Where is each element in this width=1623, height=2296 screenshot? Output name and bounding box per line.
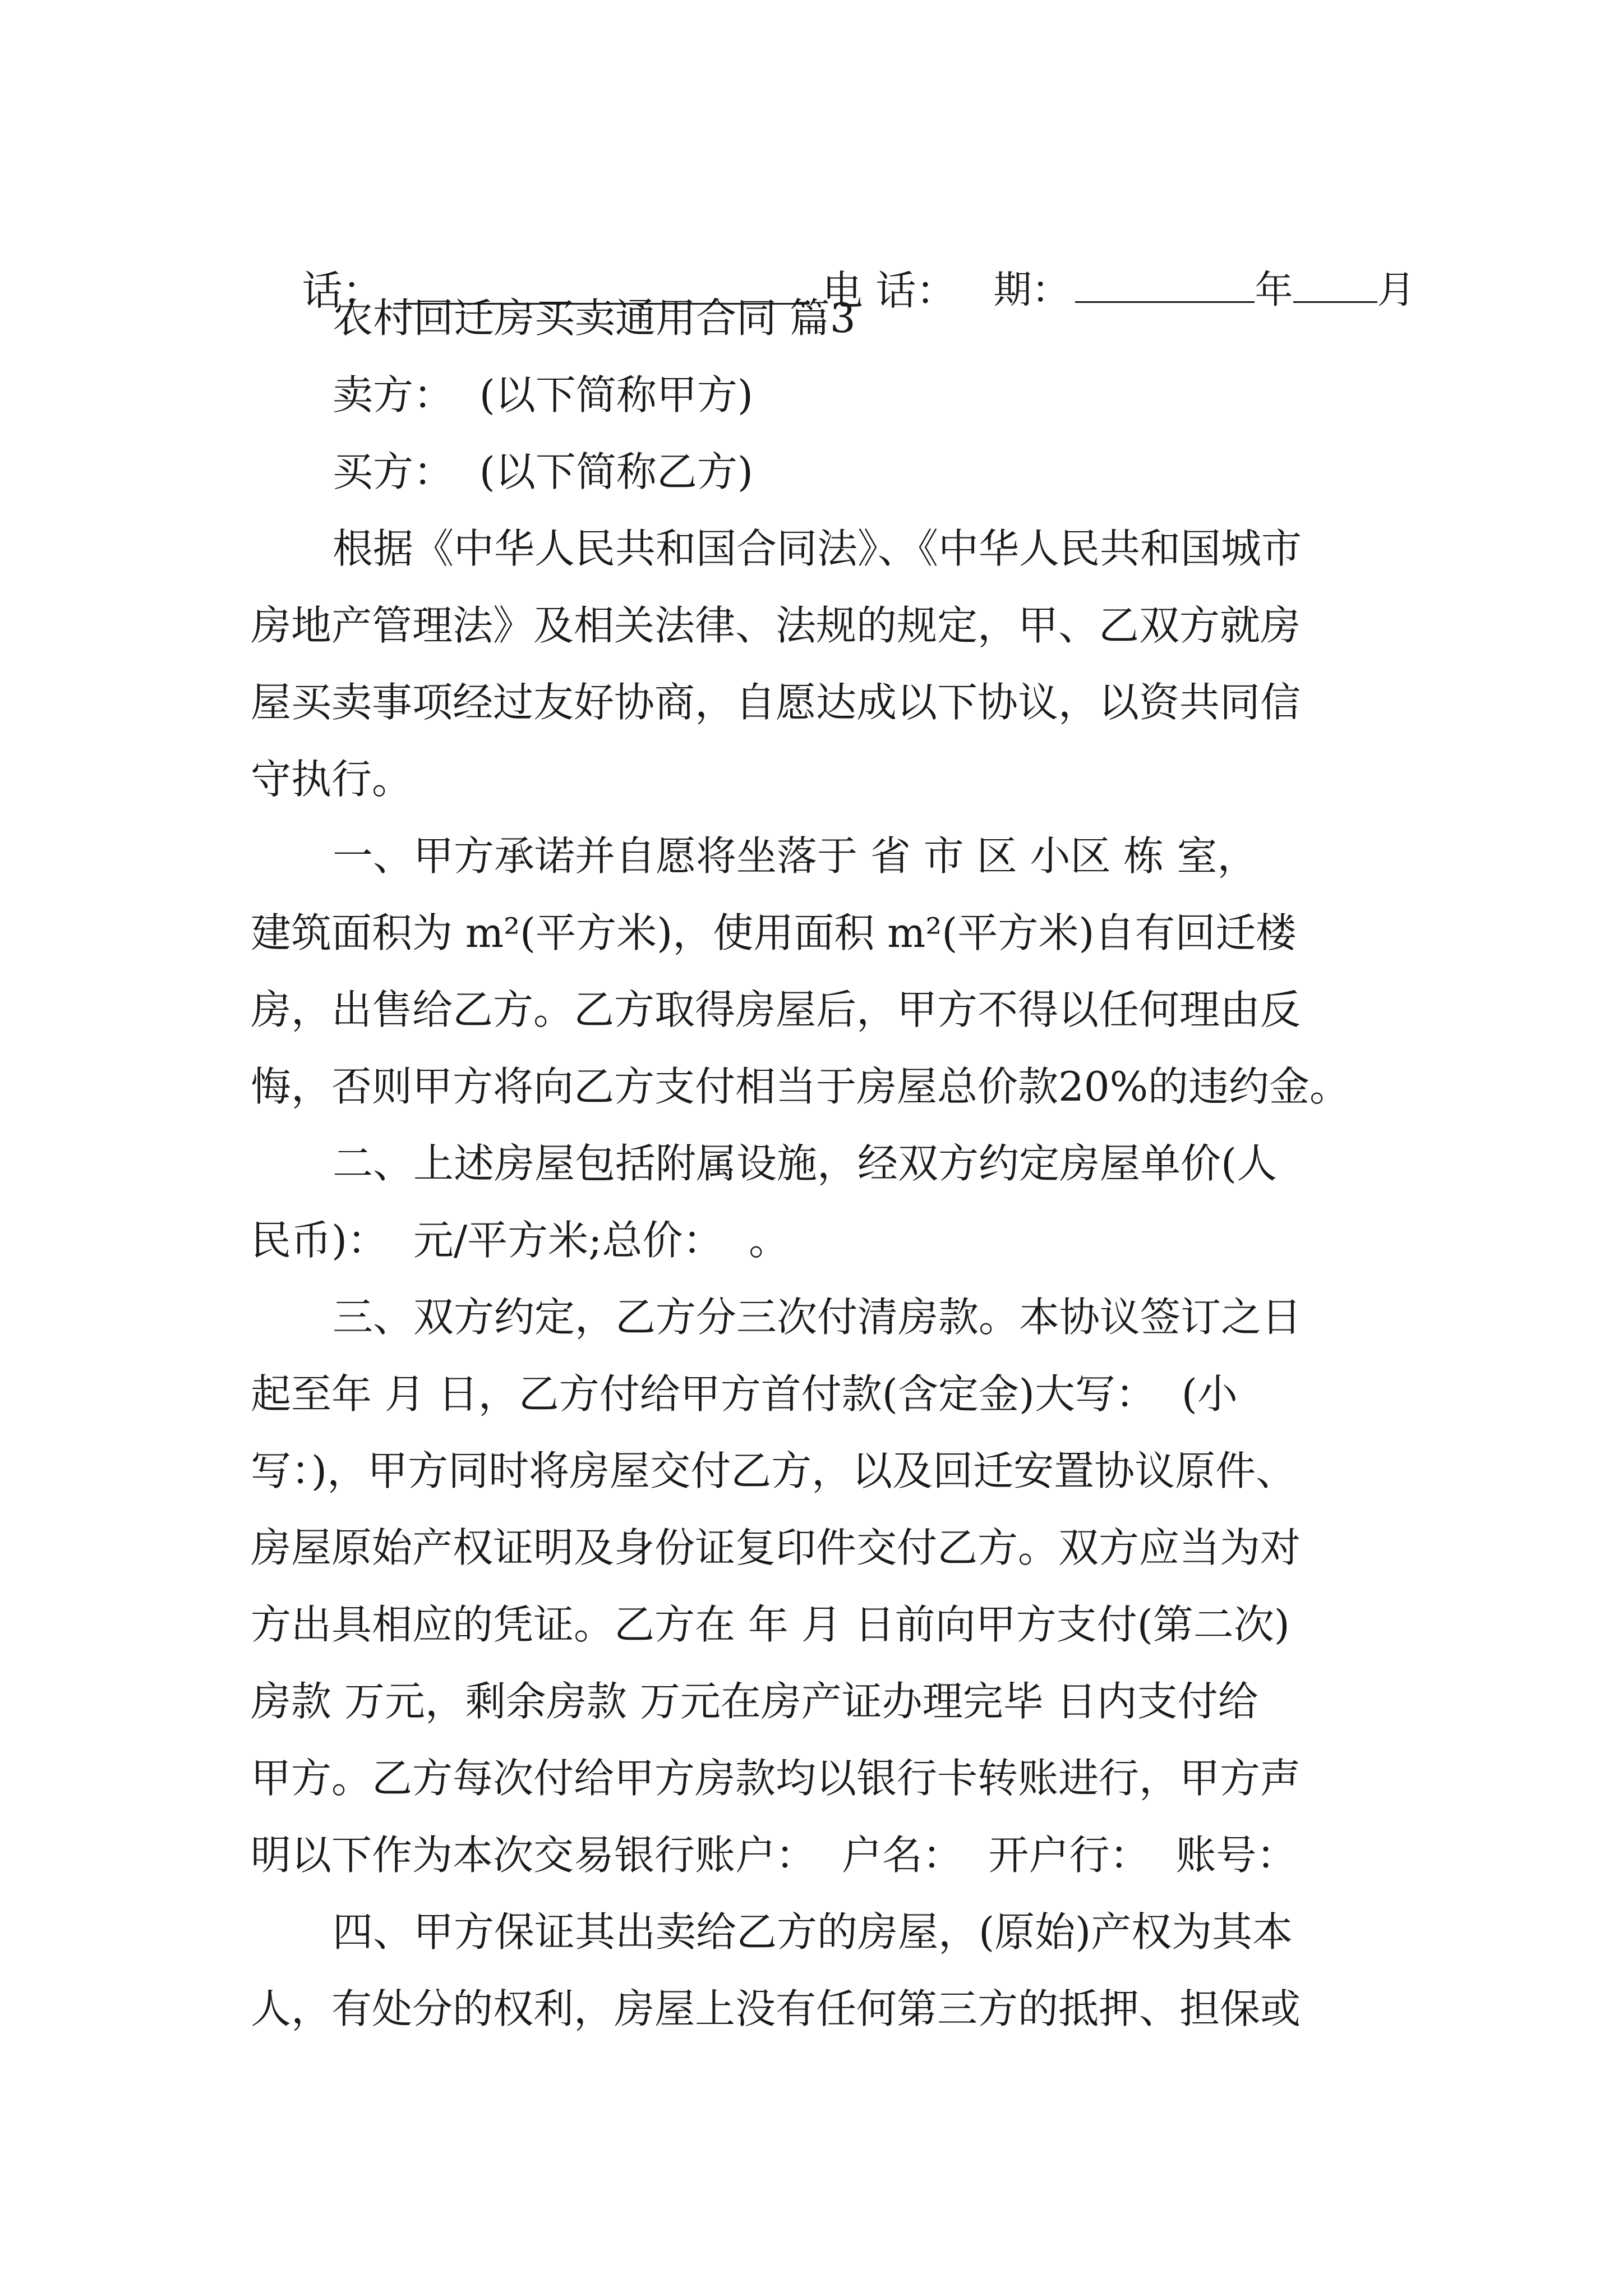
- body-line: 建筑面积为 m²(平方米)，使用面积 m²(平方米)自有回迁楼: [251, 909, 1297, 956]
- body-line: 方出具相应的凭证。乙方在 年 月 日前向甲方支付(第二次): [251, 1601, 1290, 1648]
- body-line: 守执行。: [251, 756, 413, 803]
- body-line: 房屋原始产权证明及身份证复印件交付乙方。双方应当为对: [251, 1524, 1301, 1571]
- date-label: 期：: [993, 268, 1070, 312]
- phone-label-1: 话：: [302, 267, 383, 314]
- body-line: 二、上述房屋包括附属设施，经双方约定房屋单价(人: [333, 1140, 1278, 1187]
- header-phone-2: [771, 215, 956, 366]
- body-line: 三、双方约定，乙方分三次付清房款。本协议签订之日: [333, 1294, 1302, 1341]
- body-line: 根据《中华人民共和国合同法》、《中华人民共和国城市: [333, 525, 1302, 572]
- body-line: 起至年 月 日，乙方付给甲方首付款(含定金)大写： (小: [251, 1370, 1238, 1418]
- header-date: [945, 215, 1415, 366]
- buyer-line: 买方： (以下简称乙方): [333, 448, 753, 495]
- body-line: 一、甲方承诺并自愿将坐落于 省 市 区 小区 栋 室，: [333, 832, 1258, 880]
- body-line: 民币)： 元/平方米;总价： 。: [251, 1217, 790, 1264]
- body-line: 四、甲方保证其出卖给乙方的房屋，(原始)产权为其本: [333, 1908, 1293, 1955]
- body-line: 房款 万元，剩余房款 万元在房产证办理完毕 日内支付给: [251, 1678, 1258, 1725]
- date-blank-year: [1075, 266, 1255, 303]
- month-label: 月: [1377, 268, 1415, 312]
- body-line: 悔，否则甲方将向乙方支付相当于房屋总价款20%的违约金。: [251, 1063, 1350, 1110]
- body-line: 写：)，甲方同时将房屋交付乙方，以及回迁安置协议原件、: [251, 1447, 1297, 1494]
- body-line: 屋买卖事项经过友好协商，自愿达成以下协议，以资共同信: [251, 679, 1301, 726]
- body-line: 人，有处分的权利，房屋上没有任何第三方的抵押、担保或: [251, 1985, 1301, 2032]
- seller-line: 卖方： (以下简称甲方): [333, 371, 753, 418]
- contract-title: 农村回迁房买卖通用合同 篇3: [333, 295, 856, 342]
- body-line: 明以下作为本次交易银行账户： 户名： 开户行： 账号：: [251, 1832, 1297, 1879]
- body-line: 房地产管理法》及相关法律、法规的规定，甲、乙双方就房: [251, 602, 1301, 649]
- year-label: 年: [1255, 268, 1293, 312]
- body-line: 甲方。乙方每次付给甲方房款均以银行卡转账进行，甲方声: [251, 1755, 1301, 1802]
- date-blank-month: [1293, 266, 1377, 303]
- phone-label-2: 电 话：: [822, 267, 957, 314]
- header-contact-line: [251, 215, 809, 366]
- body-line: 房，出售给乙方。乙方取得房屋后，甲方不得以任何理由反: [251, 986, 1301, 1033]
